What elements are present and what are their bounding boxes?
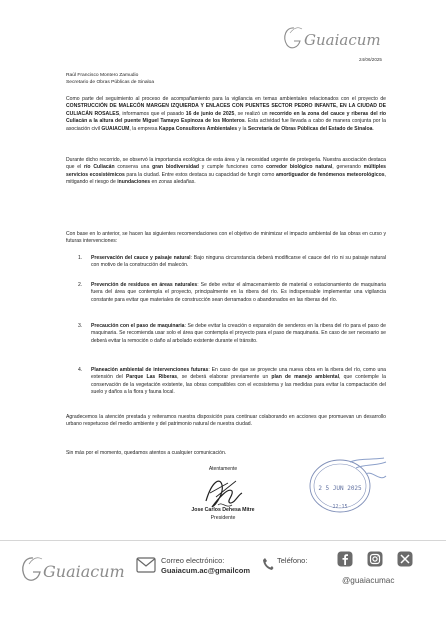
stamp-date: 2 5 JUN 2025 — [318, 485, 362, 492]
text-segment: para la ciudad. Entre estos destaca su capacidad de fungir como — [124, 171, 276, 178]
text-segment: y la — [237, 125, 248, 132]
signatory-role: Presidente — [210, 515, 236, 521]
item-text: , se deberá elaborar previamente un — [177, 374, 272, 381]
item-title: Planeación ambiental de intervenciones futuras — [91, 367, 209, 373]
phone-icon — [262, 557, 274, 571]
recipient-block — [66, 72, 154, 86]
river-name: río Culiacán — [84, 164, 115, 171]
text-segment: . Esta actividad fue llevada a cabo de manera conjunta por la asociación civil — [66, 118, 386, 132]
list-item — [80, 282, 386, 304]
bold-phrase: gran biodiversidad — [152, 164, 200, 171]
guaiacum-logo-icon — [18, 552, 128, 586]
footer — [0, 540, 446, 598]
stamp-time: 12:15 — [332, 504, 348, 510]
text-segment: , informamos que el pasado — [119, 110, 186, 117]
list-item — [80, 367, 386, 397]
paragraph-observations — [66, 157, 386, 187]
svg-text:Guaiacum: Guaiacum — [304, 31, 381, 49]
header-logo — [280, 23, 388, 53]
text-segment: , mitigando el riesgo de — [66, 171, 386, 186]
text-segment: Durante dicho recorrido, se observó la importancia ecológica de esta área y la necesidad urgente de protegerla. Nuestra asociación destaca que el — [66, 157, 386, 171]
recipient-title: Secretario de Obras Públicas de Sinaloa — [66, 80, 155, 85]
phone-label: Teléfono: — [277, 556, 308, 565]
item-title: Prevención de residuos en áreas naturales — [91, 282, 198, 288]
text-segment: , la empresa — [129, 125, 159, 132]
org-name: GUAIACUM — [101, 125, 130, 132]
email-block — [161, 556, 250, 576]
x-icon[interactable] — [397, 551, 413, 567]
list-item — [80, 255, 386, 270]
bold-phrase: múltiples servicios ecosistémicos — [66, 164, 387, 178]
route-description: recorrido en la zona del cauce y riberas del río Culiacán a la altura del puente Miguel Tamayo Espinoza de los Monteros — [66, 110, 387, 125]
plan-name: plan de manejo ambiental — [271, 374, 339, 381]
park-name: Parque Las Riberas — [126, 374, 178, 381]
item-text: : Se debe evitar el almacenamiento de material o estacionamiento de maquinaria fuera del área que contempla el proyecto, principalmente en la ribera del río. Es indispensable implementar una vigilancia constante para evitar que materiales de construcción sean derramados o abandonados en las riberas del río. — [91, 282, 386, 303]
closing-salutation: Atentamente — [208, 466, 238, 472]
item-number: 4. — [78, 367, 83, 373]
event-date: 16 de junio de 2025 — [185, 110, 235, 117]
item-number: 2. — [78, 282, 83, 288]
list-item — [80, 323, 386, 345]
item-text: : Bajo ninguna circunstancia deberá modificarse el cauce del río ni su paisaje natural con motivo de la construcción del malecón. — [91, 255, 386, 269]
guaiacum-logo-icon — [280, 23, 388, 53]
email-label: Correo electrónico: — [161, 556, 225, 565]
item-title: Preservación del cauce y paisaje natural — [91, 255, 191, 261]
instagram-icon[interactable] — [367, 551, 383, 567]
text-segment: Como parte del seguimiento al proceso de acompañamiento para la vigilancia en temas ambientales relacionados con el proyecto de — [66, 96, 386, 102]
recipient-name: Raúl Francisco Montero Zamudio — [66, 73, 139, 78]
reception-stamp — [306, 452, 390, 518]
letter-date: 24/06/2025 — [359, 57, 382, 62]
footer-logo — [18, 552, 128, 586]
item-number: 1. — [78, 255, 83, 261]
social-handle[interactable]: @guaiacumac — [342, 576, 395, 585]
agency-name: Secretaría de Obras Públicas del Estado de Sinaloa — [247, 125, 373, 132]
email-address[interactable]: Guaiacum.ac@gmailcom — [161, 566, 251, 575]
text-segment: , generando — [332, 164, 364, 171]
text-segment: y cumple funciones como — [199, 164, 267, 171]
item-text: : Se debe evitar la creación o expansión de senderos en la ribera del río para el paso de maquinaria. Se recomienda usar solo el área que contempla el proyecto para el paso de maquinaria. En caso de ser necesario se deberá evitar la remoción o daño al arbolado existente durante el tránsito. — [91, 323, 386, 344]
item-text: , que contemple la conservación de la vegetación existente, las obras compatibles con el ecosistema y las medidas para evitar la compactación del suelo y daños a la flora y fauna local. — [91, 374, 386, 396]
item-number: 3. — [78, 323, 83, 329]
text-segment: conserva una — [114, 164, 153, 171]
bold-phrase: corredor biológico natural — [266, 164, 333, 171]
text-segment: . — [372, 125, 374, 132]
social-icons — [337, 551, 437, 569]
company-name: Kappa Consultores Ambientales — [158, 125, 238, 132]
paragraph-thanks: Agradecemos la atención prestada y reiteramos nuestra disposición para continuar colaborando en acciones que promuevan un desarrollo urbano respetuoso del medio ambiente y del patrimonio natural de nuestra ciudad. — [66, 414, 386, 428]
svg-text:Guaiacum: Guaiacum — [43, 562, 125, 581]
item-title: Precaución con el paso de maquinaria — [91, 323, 185, 329]
bold-phrase: inundaciones — [117, 179, 151, 186]
project-name: CONSTRUCCIÓN DE MALECÓN MARGEN IZQUIERDA Y ENLACES CON PUENTES SECTOR PEDRO INFANTE, EN LA CIUDAD DE CULIACÁN ROSALES — [66, 103, 386, 117]
signatory-name: Jose Carlos Dehesa Mitre — [191, 507, 255, 513]
text-segment: en zonas aledañas. — [150, 179, 196, 186]
bold-phrase: amortiguador de fenómenos meteorológicos — [275, 171, 385, 178]
mail-icon — [136, 557, 156, 573]
paragraph-closing: Sin más por el momento, quedamos atentos a cualquier comunicación. — [66, 450, 227, 456]
item-text: : En caso de que se proyecte una nueva obra en la ribera del río, como una extensión del — [91, 367, 387, 381]
text-segment: , se realizó un — [234, 110, 270, 117]
paragraph-recommendations-intro: Con base en lo anterior, se hacen las siguientes recomendaciones con el objetivo de minimizar el impacto ambiental de las obras en curso y futuras intervenciones: — [66, 231, 386, 245]
facebook-icon[interactable] — [337, 551, 353, 567]
paragraph-intro — [66, 96, 386, 133]
